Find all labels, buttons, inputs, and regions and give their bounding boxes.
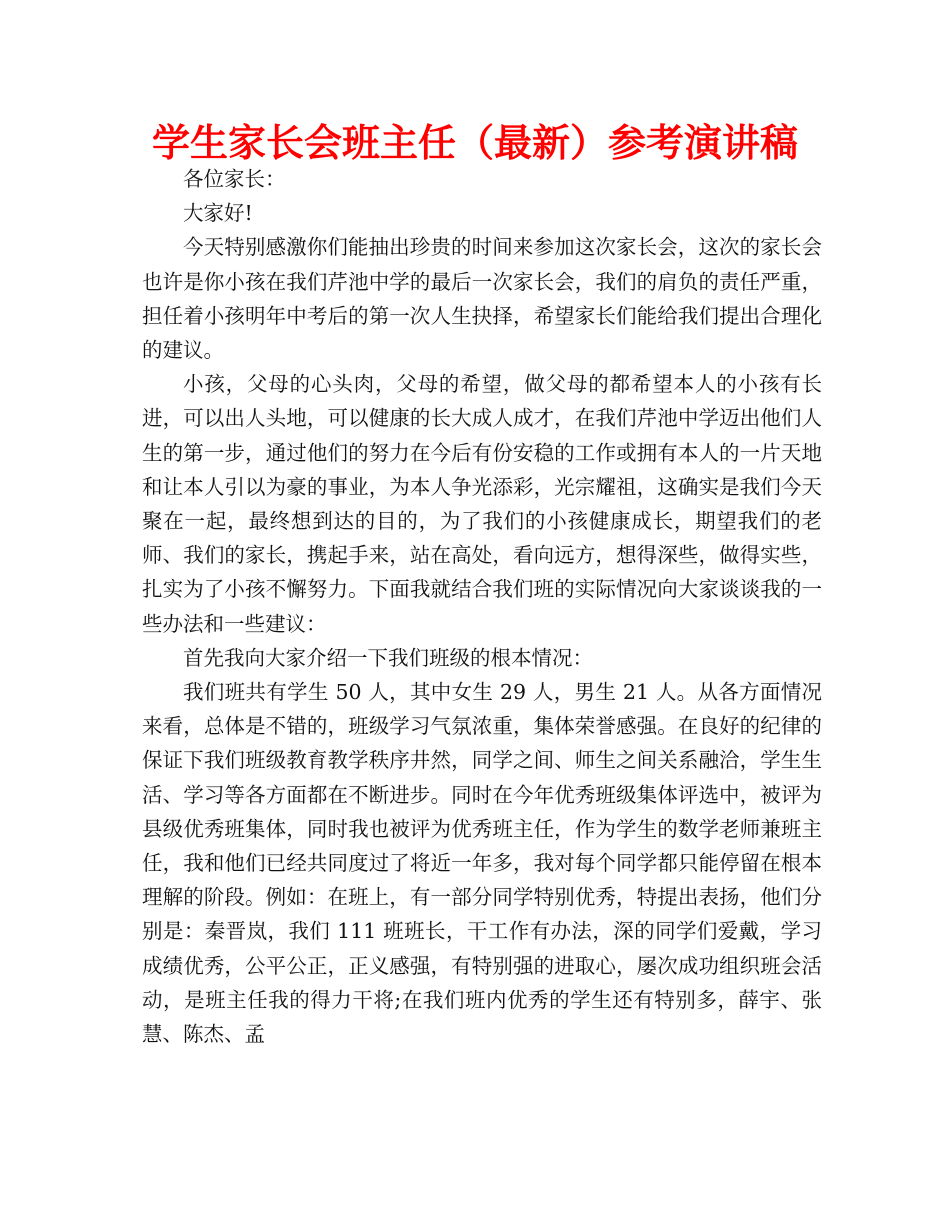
hello-paragraph: 大家好!: [183, 201, 253, 226]
document-body: [142, 162, 822, 1051]
body-paragraph: 今天特别感激你们能抽出珍贵的时间来参加这次家长会，这次的家长会也许是你小孩在我们芹池中学的最后一次家长会，我们的肩负的责任严重，担任着小孩明年中考后的第一次人生抉择，希望家长们能给我们提出合理化的建议。: [142, 235, 822, 363]
document-title: 学生家长会班主任（最新）参考演讲稿: [151, 121, 798, 165]
body-paragraph: 小孩，父母的心头肉，父母的希望，做父母的都希望本人的小孩有长进，可以出人头地，可以健康的长大成人成才，在我们芹池中学迈出他们人生的第一步，通过他们的努力在今后有份安稳的工作或拥有本人的一片天地和让本人引以为豪的事业，为本人争光添彩，光宗耀祖，这确实是我们今天聚在一起，最终想到达的目的，为了我们的小孩健康成长，期望我们的老师、我们的家长，携起手来，站在高处，看向远方，想得深些，做得实些，扎实为了小孩不懈努力。下面我就结合我们班的实际情况向大家谈谈我的一些办法和一些建议：: [142, 372, 822, 636]
greeting-paragraph: 各位家长：: [183, 167, 286, 191]
body-paragraph: 首先我向大家介绍一下我们班级的根本情况：: [183, 645, 593, 670]
body-paragraph: 我们班共有学生 50 人，其中女生 29 人，男生 21 人。从各方面情况来看，总体是不错的，班级学习气氛浓重，集体荣誉感强。在良好的纪律的保证下我们班级教育教学秩序井然，同学之间、师生之间关系融洽，学生生活、学习等各方面都在不断进步。同时在今年优秀班级集体评选中，被评为县级优秀班集体，同时我也被评为优秀班主任，作为学生的数学老师兼班主任，我和他们已经共同度过了将近一年多，我对每个同学都只能停留在根本理解的阶段。例如：在班上，有一部分同学特别优秀，特提出表扬，他们分别是：秦晋岚，我们 111 班班长，干工作有办法，深的同学们爱戴，学习成绩优秀，公平公正，正义感强，有特别强的进取心，屡次成功组织班会活动，是班主任我的得力干将;在我们班内优秀的学生还有特别多，薛宇、张慧、陈杰、孟: [142, 680, 822, 1047]
